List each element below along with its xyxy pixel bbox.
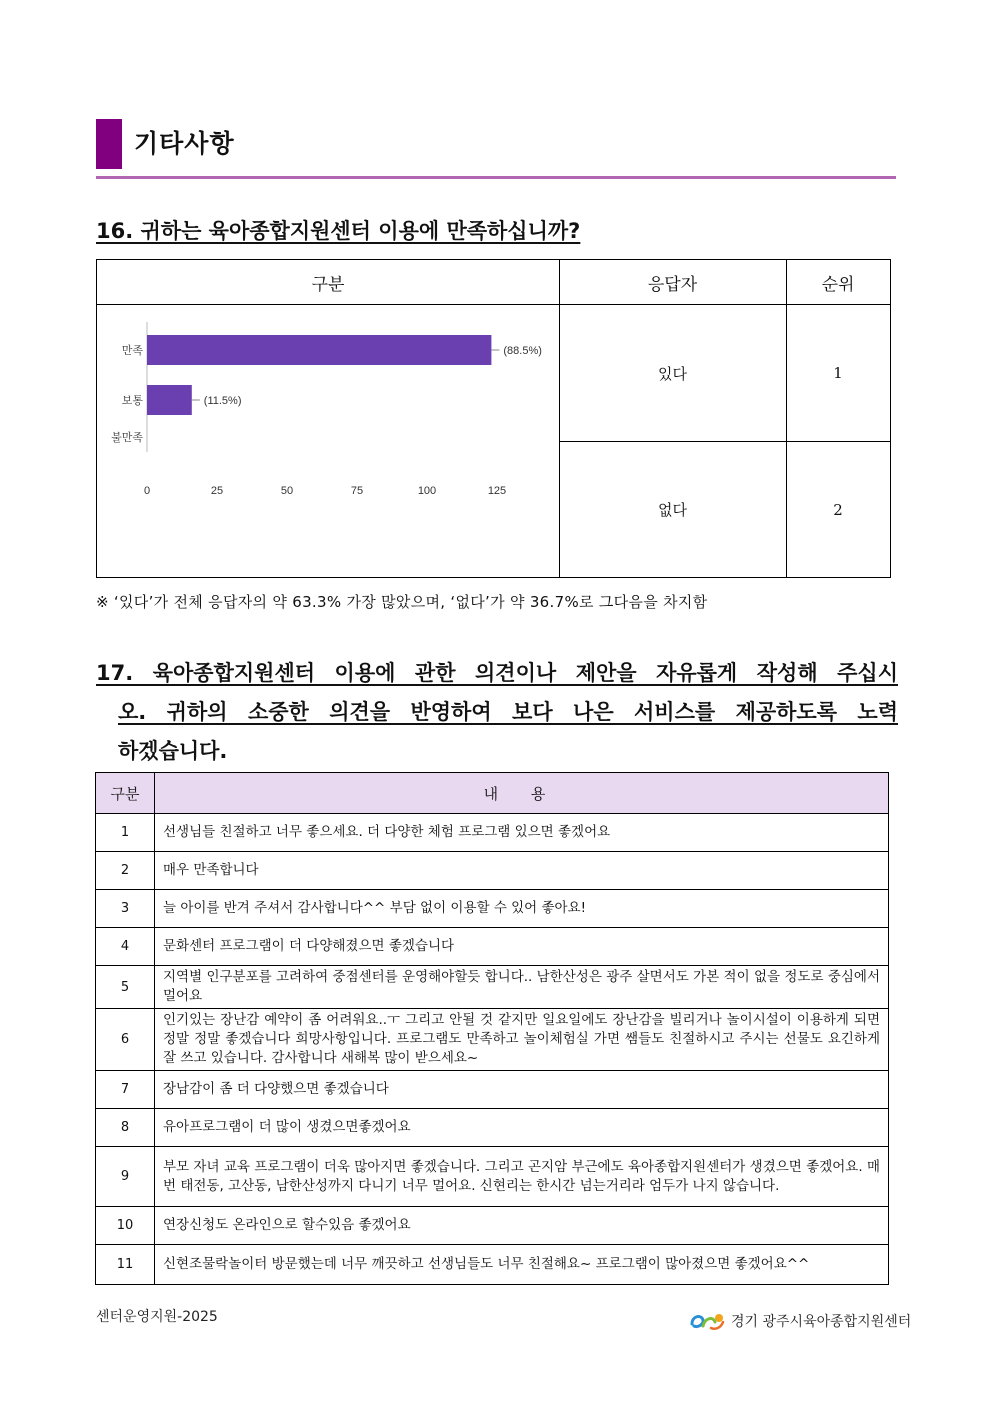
section-divider [96, 176, 896, 179]
row-text: 선생님들 친절하고 너무 좋으세요. 더 다양한 체험 프로그램 있으면 좋겠어요 [155, 814, 889, 852]
footer-organization [689, 1310, 911, 1332]
section-marker [96, 119, 122, 169]
table-row [96, 928, 889, 966]
row-number: 9 [96, 1147, 155, 1207]
row-text: 인기있는 장난감 예약이 좀 어려워요..ㅜ 그리고 안될 것 같지만 일요일에도 장난감을 빌리거나 놀이시설이 이용하게 되면 정말 정말 좋겠습니다 희망사항입니다. 프로그램도 만족하고 놀이체험실 가면 쌤들도 친절하시고 주시는 선물도 요긴하게 잘 쓰고 있습니다. 감사합니다 새해복 많이 받으세요~ [155, 1009, 889, 1071]
row-text: 늘 아이를 반겨 주셔서 감사합니다^^ 부담 없이 이용할 수 있어 좋아요! [155, 890, 889, 928]
row-text: 문화센터 프로그램이 더 다양해졌으면 좋겠습니다 [155, 928, 889, 966]
header-no: 구분 [96, 773, 155, 814]
q17-title-line-2: 오. 귀하의 소중한 의견을 반영하여 보다 나은 서비스를 제공하도록 노력 [118, 700, 898, 724]
bar [147, 385, 192, 415]
section-title: 기타사항 [134, 129, 235, 158]
row-number: 2 [96, 852, 155, 890]
row-text: 지역별 인구분포를 고려하여 중점센터를 운영해야할듯 합니다.. 남한산성은 광주 살면서도 가본 적이 없을 정도로 중심에서 멀어요 [155, 966, 889, 1009]
row-text: 신현조물락놀이터 방문했는데 너무 깨끗하고 선생님들도 너무 친절해요~ 프로그램이 많아졌으면 좋겠어요^^ [155, 1245, 889, 1285]
row-text: 유아프로그램이 더 많이 생겼으면좋겠어요 [155, 1109, 889, 1147]
x-tick-label: 25 [210, 485, 224, 497]
row-number: 4 [96, 928, 155, 966]
table-row [96, 1245, 889, 1285]
row-number: 1 [96, 814, 155, 852]
row-number: 3 [96, 890, 155, 928]
satisfaction-bar-chart [111, 322, 551, 552]
footer-org-name: 경기 광주시육아종합지원센터 [731, 1314, 912, 1330]
table-header-row [96, 773, 889, 814]
table-row [96, 814, 889, 852]
q17-opinion-table [95, 772, 889, 1285]
answer-no: 없다 [658, 501, 687, 519]
data-label: (11.5%) [203, 395, 242, 407]
header-category: 구분 [311, 274, 345, 295]
row-number: 8 [96, 1109, 155, 1147]
rank-yes: 1 [833, 364, 843, 382]
q16-title: 16. 귀하는 육아종합지원센터 이용에 만족하십니까? [96, 219, 581, 243]
q17-title-line-3: 하겠습니다. [118, 739, 228, 763]
q17-title-line-1: 17. 육아종합지원센터 이용에 관한 의견이나 제안을 자유롭게 작성해 주십시 [96, 661, 898, 685]
category-label: 보통 [121, 395, 143, 407]
table-row [96, 890, 889, 928]
row-text: 매우 만족합니다 [155, 852, 889, 890]
header-rank: 순위 [821, 274, 855, 295]
row-text: 부모 자녀 교육 프로그램이 더욱 많아지면 좋겠습니다. 그리고 곤지암 부근에도 육아종합지원센터가 생겼으면 좋겠어요. 매번 태전동, 고산동, 남한산성까지 다니기 너무 멀어요. 신현리는 한시간 넘는거리라 엄두가 나지 않습니다. [155, 1147, 889, 1207]
row-number: 10 [96, 1207, 155, 1245]
center-logo-icon [689, 1310, 725, 1332]
table-row [96, 966, 889, 1009]
row-number: 5 [96, 966, 155, 1009]
table-row [96, 1207, 889, 1245]
header-respondent: 응답자 [647, 274, 698, 295]
row-text: 장남감이 좀 더 다양했으면 좋겠습니다 [155, 1071, 889, 1109]
row-text: 연장신청도 온라인으로 할수있음 좋겠어요 [155, 1207, 889, 1245]
row-number: 6 [96, 1009, 155, 1071]
table-row [96, 1009, 889, 1071]
q16-note: ※ ‘있다’가 전체 응답자의 약 63.3% 가장 많았으며, ‘없다’가 약 36.7%로 그다음을 차지함 [96, 593, 708, 611]
bar [147, 335, 491, 365]
x-tick-label: 50 [280, 485, 294, 497]
row-number: 11 [96, 1245, 155, 1285]
x-tick-label: 125 [487, 485, 507, 497]
table-row [96, 1071, 889, 1109]
x-tick-label: 100 [417, 485, 437, 497]
row-number: 7 [96, 1071, 155, 1109]
footer-doc-code: 센터운영지원-2025 [96, 1309, 218, 1325]
x-tick-label: 0 [143, 485, 151, 497]
table-row [96, 1147, 889, 1207]
table-row [96, 1109, 889, 1147]
rank-no: 2 [833, 500, 843, 519]
q17-title [96, 654, 898, 771]
data-label: (88.5%) [503, 345, 542, 357]
x-tick-label: 75 [350, 485, 364, 497]
answer-yes: 있다 [658, 364, 687, 383]
category-label: 불만족 [111, 432, 143, 444]
header-content: 내 용 [155, 773, 889, 814]
q16-table [96, 259, 891, 578]
table-row [96, 852, 889, 890]
category-label: 만족 [121, 345, 143, 357]
